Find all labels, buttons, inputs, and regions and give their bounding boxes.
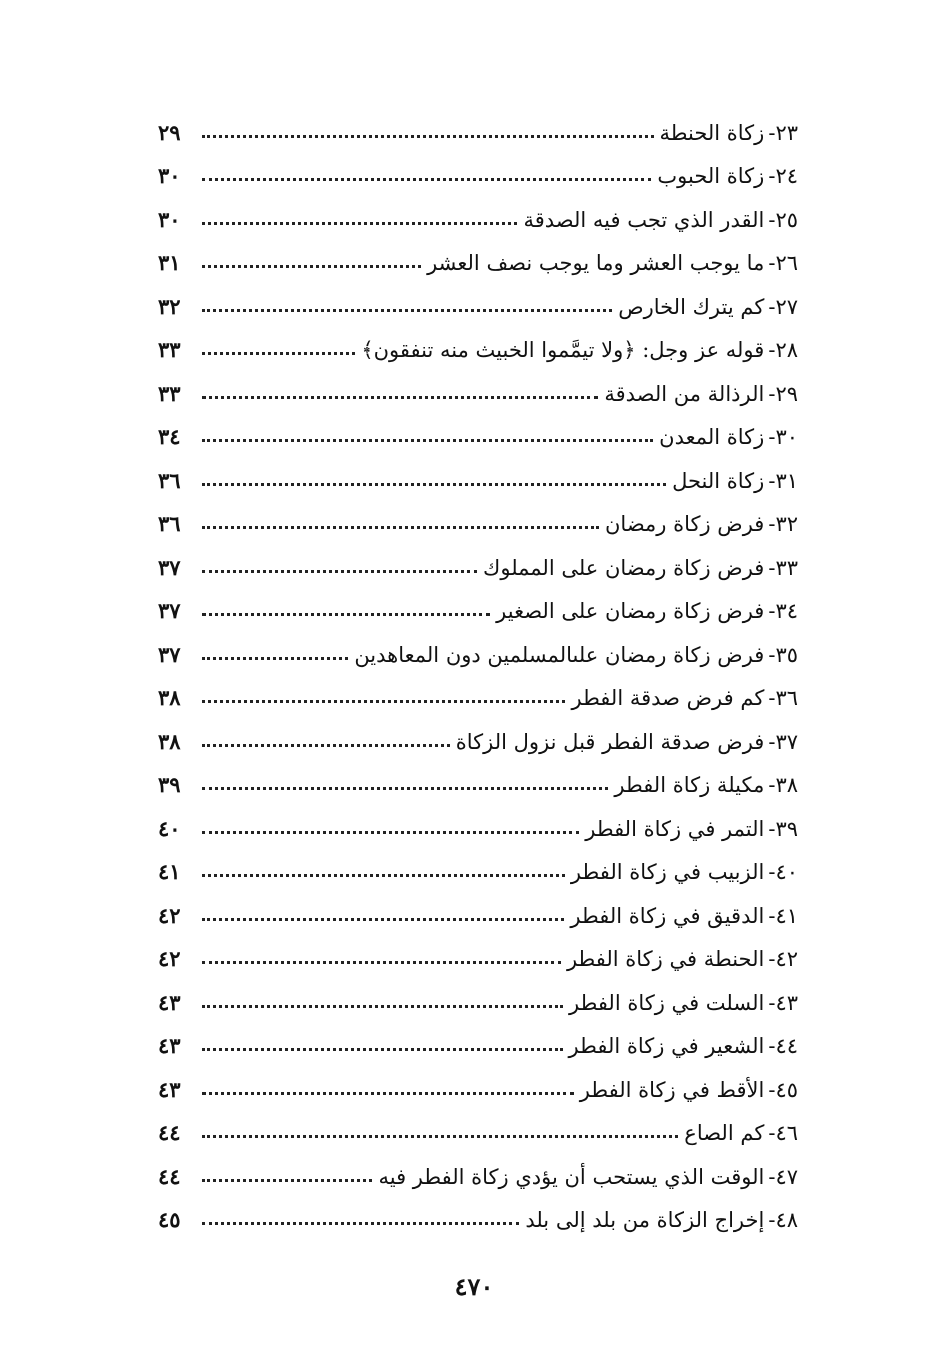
entry-page-number: ٣٠ — [158, 163, 181, 188]
dot-leader — [202, 1222, 519, 1225]
entry-page-number: ٢٩ — [158, 119, 181, 145]
entry-number: ٢٧- — [768, 294, 798, 319]
entry-title: مكيلة زكاة الفطر — [614, 773, 765, 797]
dot-leader — [202, 439, 653, 442]
dot-leader — [202, 1092, 574, 1095]
entry-title: الحنطة في زكاة الفطر — [566, 947, 765, 971]
toc-entry[interactable] — [158, 1151, 798, 1195]
dot-leader — [202, 874, 565, 877]
entry-number: ٣٠- — [768, 425, 798, 449]
toc-entry[interactable] — [158, 1064, 798, 1108]
dot-leader — [202, 613, 490, 616]
entry-title: كم الصاع — [684, 1121, 765, 1145]
dot-leader — [202, 831, 579, 834]
dot-leader — [202, 1179, 372, 1182]
entry-title: فرض صدقة الفطر قبل نزول الزكاة — [455, 729, 765, 754]
dot-leader — [202, 961, 561, 964]
entry-title: الدقيق في زكاة الفطر — [570, 903, 765, 928]
entry-number: ٤٣- — [768, 990, 798, 1015]
entry-number: ٣٨- — [768, 773, 798, 797]
toc-entry[interactable] — [158, 586, 798, 630]
entry-number: ٢٦- — [768, 251, 798, 275]
entry-number: ٣٦- — [768, 686, 798, 710]
entry-page-number: ٣٦ — [158, 511, 181, 536]
entry-title: إخراج الزكاة من بلد إلى بلد — [525, 1208, 765, 1232]
dot-leader — [202, 570, 477, 573]
entry-page-number: ٤٠ — [158, 815, 181, 841]
toc-entry[interactable] — [158, 934, 798, 978]
entry-number: ٣٢- — [768, 512, 798, 536]
entry-page-number: ٤٣ — [158, 989, 181, 1015]
entry-title: زكاة المعدن — [659, 425, 765, 449]
entry-page-number: ٤١ — [158, 859, 181, 884]
dot-leader — [202, 526, 599, 529]
entry-page-number: ٣٣ — [158, 380, 181, 406]
entry-title: كم يترك الخارص — [618, 294, 765, 319]
entry-number: ٢٣- — [768, 120, 798, 145]
entry-title: الرذالة من الصدقة — [604, 381, 765, 406]
entry-page-number: ٣١ — [158, 250, 181, 275]
entry-number: ٤٨- — [768, 1208, 798, 1232]
entry-page-number: ٣٧ — [158, 554, 181, 580]
entry-page-number: ٤٥ — [158, 1207, 181, 1232]
toc-entry[interactable] — [158, 325, 798, 369]
toc-entry[interactable] — [158, 803, 798, 847]
dot-leader — [202, 178, 651, 181]
entry-number: ٤٥- — [768, 1077, 798, 1102]
dot-leader — [202, 657, 348, 660]
toc-entry[interactable] — [158, 1195, 798, 1239]
entry-title: الشعير في زكاة الفطر — [568, 1034, 765, 1058]
entry-title: السلت في زكاة الفطر — [569, 990, 765, 1015]
toc-entry[interactable] — [158, 107, 798, 151]
entry-page-number: ٤٤ — [158, 1120, 181, 1145]
toc-entry[interactable] — [158, 194, 798, 238]
entry-page-number: ٣٤ — [158, 424, 181, 449]
entry-page-number: ٤٣ — [158, 1076, 181, 1102]
entry-number: ٣٤- — [768, 599, 798, 623]
dot-leader — [202, 1048, 563, 1051]
entry-title: كم فرض صدقة الفطر — [571, 686, 765, 710]
dot-leader — [202, 222, 517, 225]
entry-page-number: ٣٦ — [158, 467, 181, 493]
dot-leader — [202, 700, 565, 703]
toc-entry[interactable] — [158, 412, 798, 456]
entry-page-number: ٣٢ — [158, 293, 181, 319]
toc-entry[interactable] — [158, 673, 798, 717]
entry-number: ٤٠- — [768, 860, 798, 884]
toc-entry[interactable] — [158, 890, 798, 934]
dot-leader — [202, 483, 666, 486]
entry-number: ٢٥- — [768, 207, 798, 232]
dot-leader — [202, 352, 355, 355]
entry-number: ٣١- — [768, 468, 798, 493]
entry-title: زكاة الحنطة — [659, 120, 765, 145]
entry-title: الأقط في زكاة الفطر — [579, 1077, 765, 1102]
toc-entry[interactable] — [158, 760, 798, 804]
toc-entry[interactable] — [158, 716, 798, 760]
entry-title: الوقت الذي يستحب أن يؤدي زكاة الفطر فيه — [378, 1164, 765, 1189]
dot-leader — [202, 265, 421, 268]
toc-entry[interactable] — [158, 368, 798, 412]
dot-leader — [202, 787, 608, 790]
entry-title: زكاة النحل — [672, 468, 765, 493]
entry-title: فرض زكاة رمضان على الصغير — [496, 599, 765, 623]
entry-number: ٤٤- — [768, 1034, 798, 1058]
page-number: ٤٧٠ — [454, 1272, 494, 1301]
entry-number: ٤٧- — [768, 1164, 798, 1189]
toc-entry[interactable] — [158, 629, 798, 673]
toc-entry[interactable] — [158, 977, 798, 1021]
entry-page-number: ٤٢ — [158, 902, 181, 928]
entry-number: ٤١- — [768, 903, 798, 928]
dot-leader — [202, 135, 654, 138]
entry-page-number: ٤٣ — [158, 1033, 181, 1058]
toc-entry[interactable] — [158, 281, 798, 325]
entry-number: ٣٥- — [768, 642, 798, 667]
toc-entry[interactable] — [158, 1108, 798, 1152]
entry-title: الزبيب في زكاة الفطر — [570, 860, 765, 884]
entry-page-number: ٣٧ — [158, 641, 181, 667]
dot-leader — [202, 744, 450, 747]
entry-title: القدر الذي تجب فيه الصدقة — [523, 207, 765, 232]
toc-entry[interactable] — [158, 1021, 798, 1065]
entry-title: فرض زكاة رمضان علىالمسلمين دون المعاهدين — [354, 642, 765, 667]
entry-number: ٤٢- — [768, 947, 798, 971]
entry-title: فرض زكاة رمضان على المملوك — [483, 555, 765, 580]
toc-entry[interactable] — [158, 847, 798, 891]
dot-leader — [202, 1005, 563, 1008]
entry-number: ٢٩- — [768, 381, 798, 406]
entry-number: ٢٨- — [768, 338, 798, 362]
entry-number: ٢٤- — [768, 164, 798, 188]
toc-entry[interactable] — [158, 499, 798, 543]
toc-entry[interactable] — [158, 151, 798, 195]
entry-number: ٣٣- — [768, 555, 798, 580]
dot-leader — [202, 918, 564, 921]
entry-page-number: ٤٢ — [158, 946, 181, 971]
dot-leader — [202, 309, 612, 312]
entry-title: زكاة الحبوب — [657, 164, 765, 188]
entry-number: ٣٧- — [768, 729, 798, 754]
entry-page-number: ٣٧ — [158, 598, 181, 623]
entry-page-number: ٤٤ — [158, 1163, 181, 1189]
entry-title: ما يوجب العشر وما يوجب نصف العشر — [427, 251, 765, 275]
entry-page-number: ٣٨ — [158, 685, 181, 710]
toc-entry[interactable] — [158, 542, 798, 586]
dot-leader — [202, 396, 598, 399]
toc-entry[interactable] — [158, 455, 798, 499]
entry-title: فرض زكاة رمضان — [605, 512, 765, 536]
entry-title: التمر في زكاة الفطر — [585, 816, 765, 841]
entry-number: ٣٩- — [768, 816, 798, 841]
entry-page-number: ٣٣ — [158, 337, 181, 362]
entry-page-number: ٣٨ — [158, 728, 181, 754]
toc-entry[interactable] — [158, 238, 798, 282]
table-of-contents — [158, 107, 798, 1238]
entry-page-number: ٣٠ — [158, 206, 181, 232]
entry-page-number: ٣٩ — [158, 772, 181, 797]
entry-title: قوله عز وجل: ﴿ولا تيمَّموا الخبيث منه تنفقون﴾ — [361, 338, 765, 362]
entry-number: ٤٦- — [768, 1121, 798, 1145]
dot-leader — [202, 1135, 678, 1138]
